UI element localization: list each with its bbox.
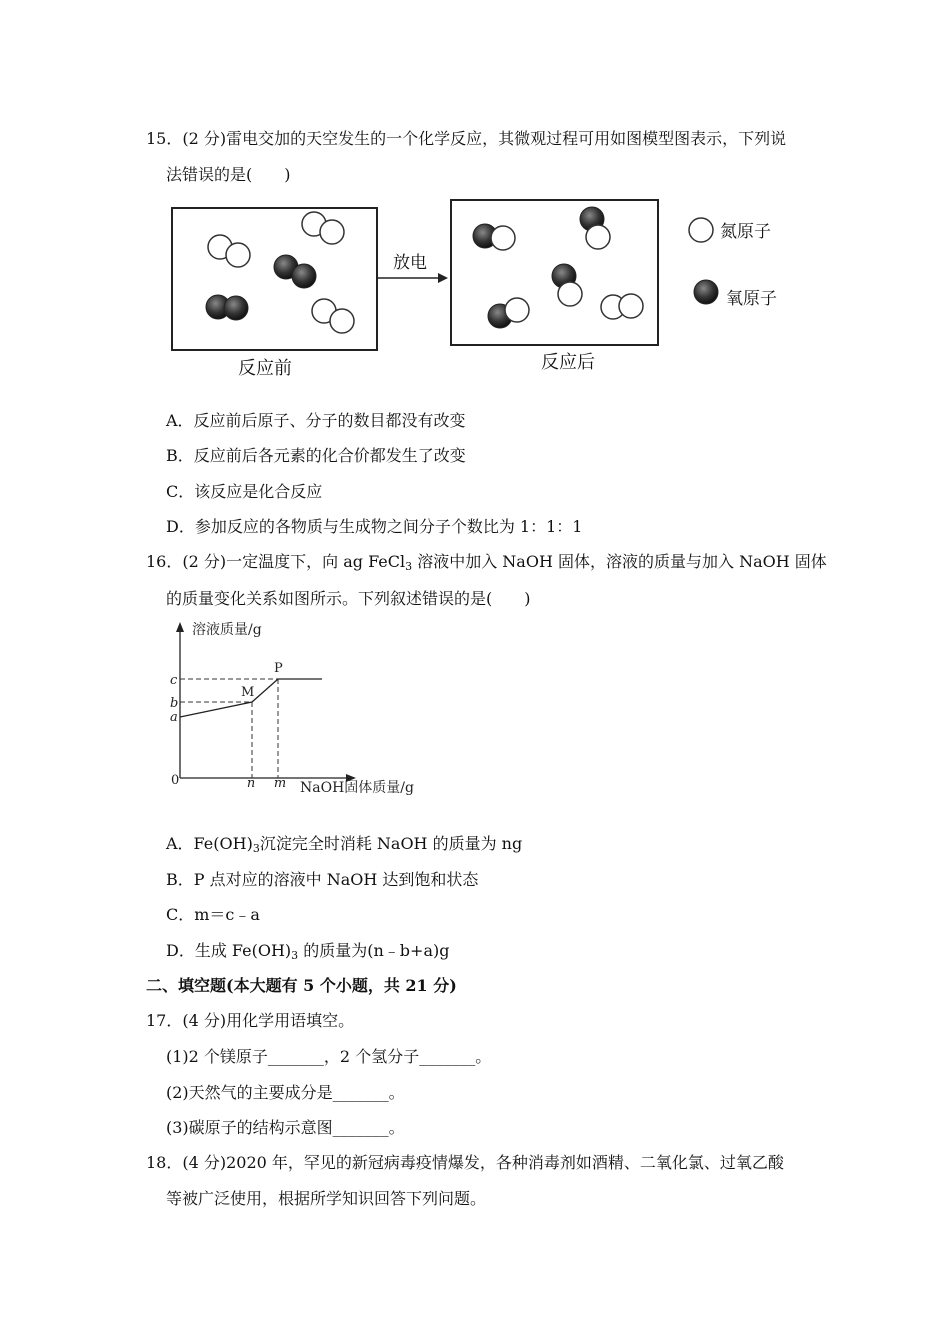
- point-label-m: M: [241, 685, 255, 700]
- q17-part-2: (2)天然气的主要成分是_______。: [166, 1083, 405, 1102]
- q16-option-c: C．m＝c﹣a: [166, 905, 260, 924]
- n2-molecule: [601, 294, 643, 319]
- nitrogen-legend-icon: [689, 218, 713, 242]
- q15-option-d: D．参加反应的各物质与生成物之间分子个数比为 1：1：1: [166, 517, 583, 536]
- oxygen-legend-icon: [694, 280, 718, 304]
- y-axis-label: 溶液质量/g: [192, 622, 262, 638]
- q16-option-d: D．生成 $Fe(OH)_3$ 的质量为(n﹣b+a)g: [166, 941, 450, 962]
- o2-molecule: [206, 295, 248, 320]
- oxygen-legend-label: 氧原子: [726, 289, 777, 309]
- o2-molecule: [274, 255, 316, 288]
- q15-option-b: B．反应前后各元素的化合价都发生了改变: [166, 446, 466, 465]
- no-molecule: [488, 298, 529, 328]
- q17-part-3: (3)碳原子的结构示意图_______。: [166, 1118, 405, 1137]
- n2-molecule: [302, 212, 344, 244]
- q17-stem: 17．(4 分)用化学用语填空。: [146, 1011, 355, 1030]
- q15-stem-line2: 法错误的是( ): [166, 165, 291, 184]
- n2-molecule: [312, 299, 354, 333]
- arrow-label: 放电: [393, 253, 427, 273]
- no-molecule: [552, 264, 582, 306]
- q15-option-a: A．反应前后原子、分子的数目都没有改变: [166, 411, 466, 430]
- y-tick-c: c: [170, 673, 178, 688]
- q18-stem-line2: 等被广泛使用，根据所学知识回答下列问题。: [166, 1189, 487, 1208]
- x-tick-n: n: [246, 776, 256, 791]
- after-label: 反应后: [541, 352, 595, 373]
- q16-mass-chart: [160, 616, 440, 802]
- y-axis-arrow: [176, 622, 184, 632]
- before-label: 反应前: [238, 358, 292, 379]
- q16-option-a: A．$Fe(OH)_3$沉淀完全时消耗 NaOH 的质量为 ng: [166, 834, 523, 855]
- q15-option-c: C．该反应是化合反应: [166, 482, 323, 501]
- q16-stem-line2: 的质量变化关系如图所示。下列叙述错误的是( ): [166, 589, 531, 608]
- x-tick-m: m: [273, 776, 287, 791]
- q16-option-b: B．P 点对应的溶液中 NaOH 达到饱和状态: [166, 870, 479, 889]
- q16-stem-line1: 16．(2 分)一定温度下，向 ag FeCl$_3$ 溶液中加入 NaOH 固体，溶液的质量与加入 NaOH 固体: [146, 552, 827, 573]
- no-molecule: [473, 224, 515, 250]
- q15-stem-line1: 15．(2 分)雷电交加的天空发生的一个化学反应，其微观过程可用如图模型图表示，下列说: [146, 129, 787, 148]
- origin-label: 0: [171, 773, 180, 788]
- n2-molecule: [208, 235, 250, 267]
- q17-part-1: (1)2 个镁原子_______，2 个氢分子_______。: [166, 1047, 492, 1066]
- no-molecule: [580, 207, 610, 249]
- x-axis-label: NaOH固体质量/g: [300, 780, 414, 796]
- nitrogen-legend-label: 氮原子: [720, 222, 771, 242]
- y-tick-a: a: [170, 710, 178, 725]
- q15-reaction-figure: [160, 192, 800, 392]
- q18-stem-line1: 18．(4 分)2020 年，罕见的新冠病毒疫情爆发，各种消毒剂如酒精、二氧化氯、过氧乙酸: [146, 1153, 784, 1172]
- point-label-p: P: [274, 661, 283, 676]
- section-heading: 二、填空题(本大题有 5 个小题，共 21 分): [146, 976, 457, 995]
- y-tick-b: b: [170, 696, 179, 711]
